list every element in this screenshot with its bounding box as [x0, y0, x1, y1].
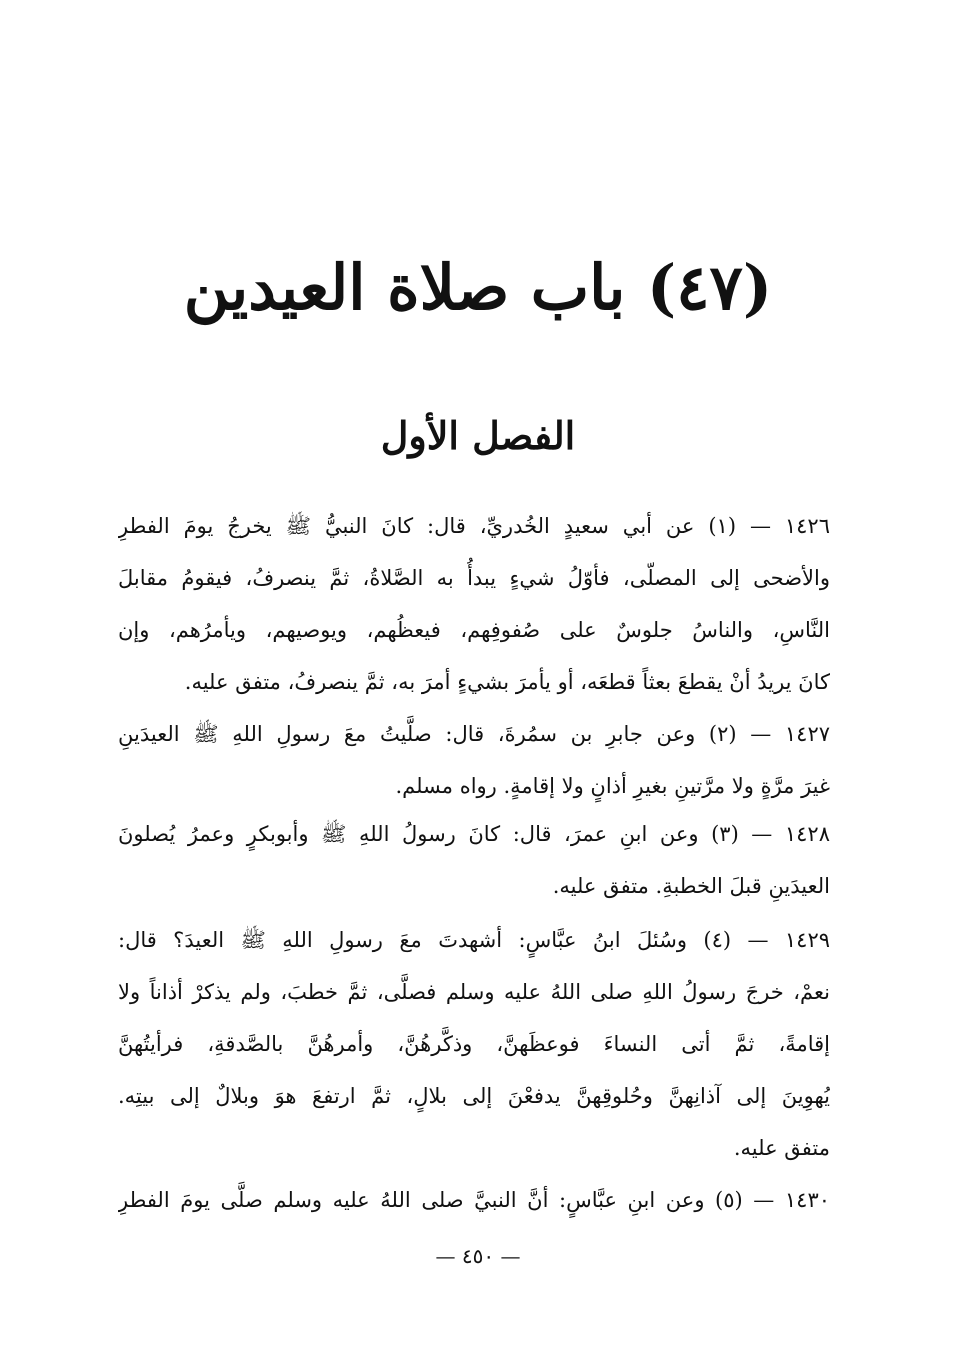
text-line: إقامةً، ثمَّ أتى النساءَ فوعظَهنَّ، وذكَّرهُنَّ، وأمرهُنَّ بالصَّدقةِ، فرأيتُهنَّ — [118, 1032, 830, 1056]
hadith-1426 — [118, 500, 830, 708]
text-line: العيدَينِ قبلَ الخطبةِ. متفق عليه. — [552, 874, 830, 898]
text-line: نعمْ، خرجَ رسولُ اللهِ صلى اللهُ عليه وسلم فصلَّى، ثمَّ خطبَ، ولم يذكرْ أذاناً ولا — [118, 980, 830, 1004]
text-line: متفق عليه. — [733, 1136, 830, 1160]
text-line: والأضحى إلى المصلّى، فأوّلُ شيءٍ يبدأُ به الصَّلاةُ، ثمَّ ينصرفُ، فيقومُ مقابلَ — [118, 566, 830, 590]
text-line: النَّاسِ، والناسُ جلوسٌ على صُفوفِهم، فيعظُهم، ويوصيهم، ويأمرُهم، وإن — [118, 618, 830, 642]
text-line: ١٤٢٧ — (٢) وعن جابرِ بن سمُرةَ، قال: صلَّيتُ معَ رسولِ اللهِ ﷺ العيدَينِ — [118, 722, 830, 746]
hadith-1429 — [118, 914, 830, 1174]
hadith-1428 — [118, 808, 830, 912]
hadith-1427 — [118, 708, 830, 812]
page-number: — ٤٥٠ — — [435, 1244, 521, 1268]
text-line: يُهوِينَ إلى آذانِهنَّ وحُلوقِهنَّ يدفعْنَ إلى بلالٍ، ثمَّ ارتفعَ هوَ وبلالٌ إلى بيتِه. — [118, 1084, 830, 1108]
text-line: ١٤٣٠ — (٥) وعن ابنِ عبَّاسٍ: أنَّ النبيَّ صلى اللهُ عليه وسلم صلَّى يومَ الفطرِ — [118, 1188, 830, 1212]
text-line: غيرَ مرَّةٍ ولا مرَّتينِ بغيرِ أذانٍ ولا إقامةٍ. رواه مسلم. — [395, 774, 830, 798]
text-line: كانَ يريدُ أنْ يقطعَ بعثاً قطعَه، أو يأمرَ بشيءٍ أمرَ به، ثمَّ ينصرفُ، متفق عليه. — [184, 670, 830, 694]
chapter-title: (٤٧) باب صلاة العيدين — [183, 251, 773, 324]
text-line: ١٤٢٦ — (١) عن أبي سعيدٍ الخُدريِّ، قال: كانَ النبيُّ ﷺ يخرجُ يومَ الفطرِ — [118, 514, 830, 538]
text-line: ١٤٢٨ — (٣) وعن ابنِ عمرَ، قال: كانَ رسولُ اللهِ ﷺ وأبوبكرٍ وعمرُ يُصلونَ — [118, 822, 830, 846]
section-title: الفصل الأول — [380, 413, 576, 458]
hadith-1430 — [118, 1174, 830, 1226]
text-line: ١٤٢٩ — (٤) وسُئلَ ابنُ عبَّاسٍ: أشهدتَ معَ رسولِ اللهِ ﷺ العيدَ؟ قال: — [118, 928, 830, 952]
